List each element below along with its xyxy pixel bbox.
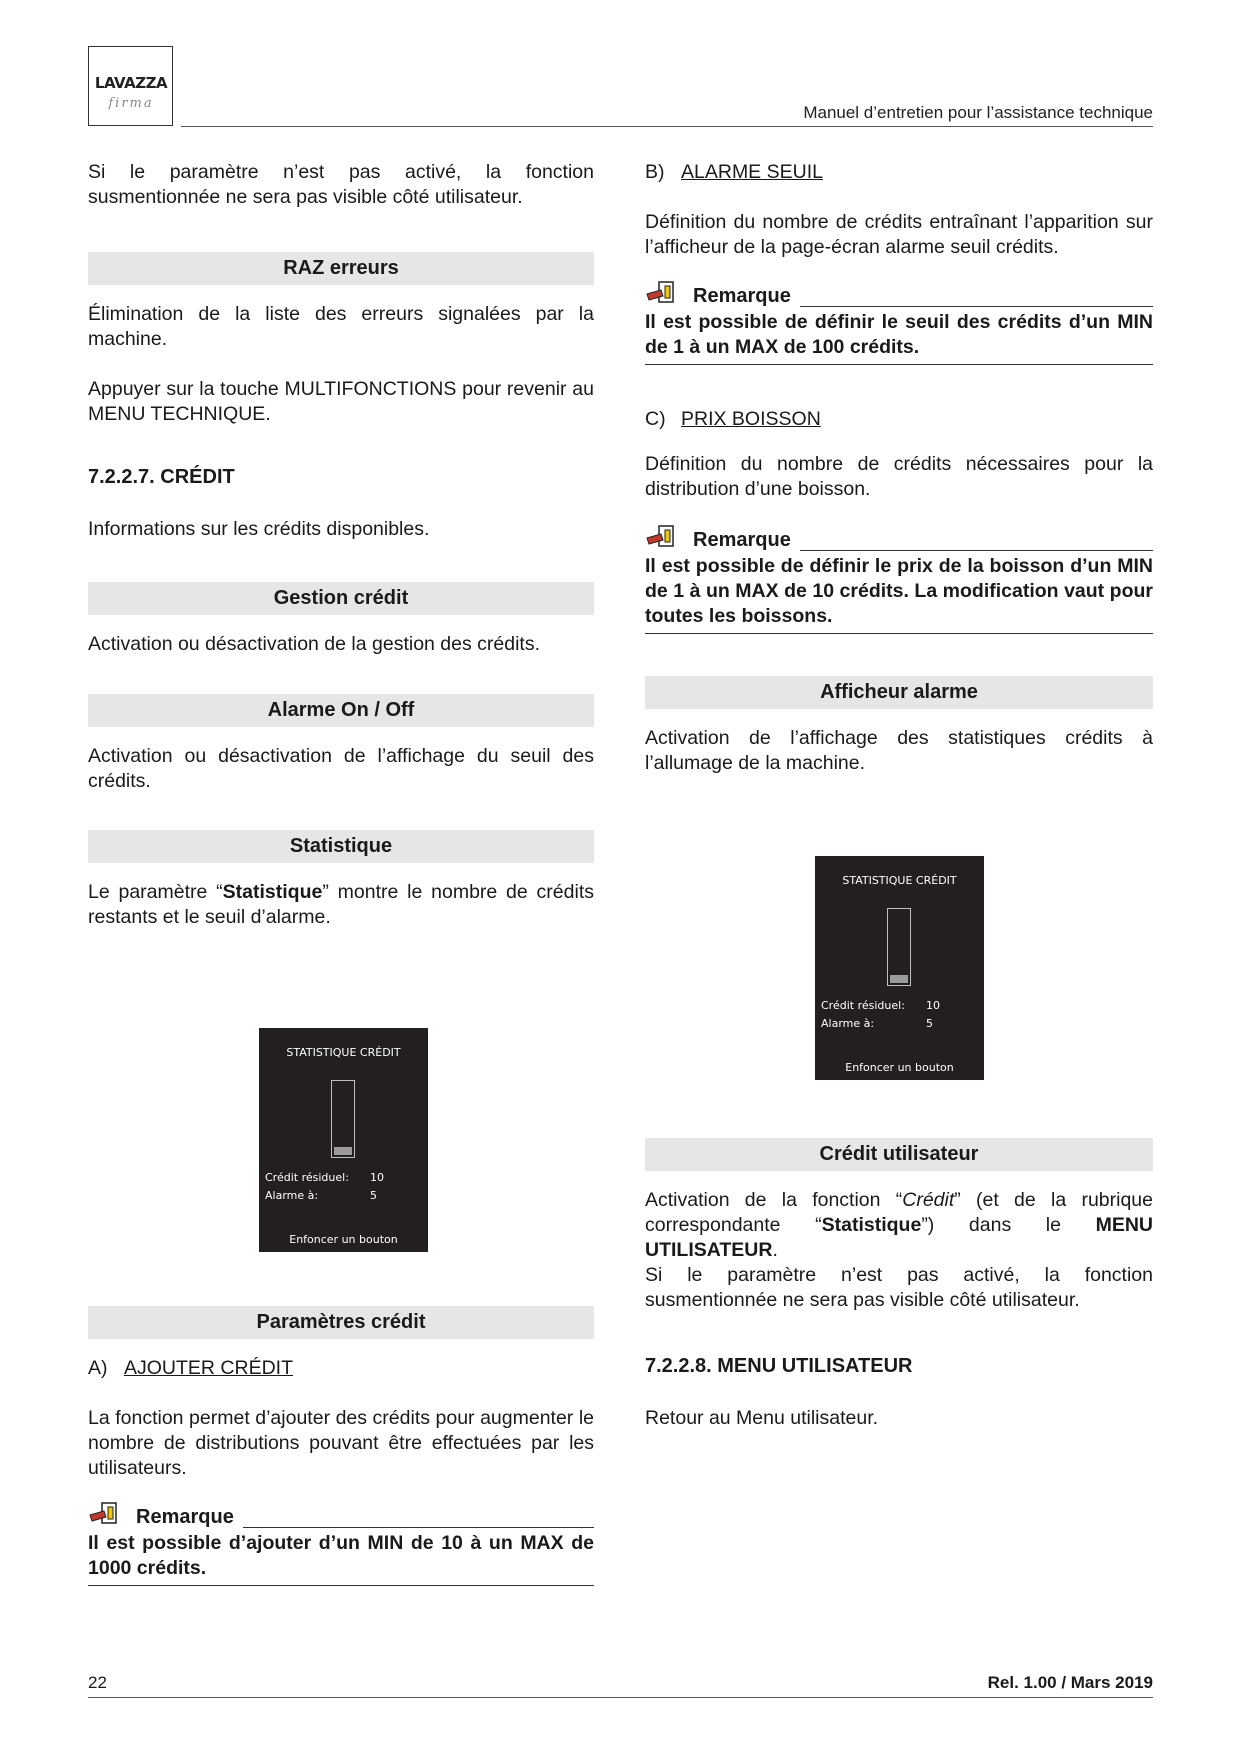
screen-title: STATISTIQUE CRÉDIT <box>842 874 957 887</box>
credit-gauge <box>331 1080 355 1158</box>
remarque-text-1: Il est possible de définir le seuil des crédits d’un MIN de 1 à un MAX de 100 crédits. <box>645 310 1153 365</box>
logo-subtitle: firma <box>108 96 154 111</box>
credit-utilisateur-text-2: Si le paramètre n’est pas activé, la fonction susmentionnée ne sera pas visible côté utilisateur. <box>645 1264 1153 1311</box>
residual-value: 10 <box>370 1171 384 1184</box>
lavazza-logo <box>88 46 173 126</box>
alarm-value: 5 <box>926 1017 933 1030</box>
note-hand-icon <box>645 280 677 308</box>
credit-gauge-fill <box>334 1147 352 1155</box>
ajouter-credit-title: AJOUTER CRÉDIT <box>124 1357 294 1379</box>
button-hint: Enfoncer un bouton <box>289 1233 398 1246</box>
heading-menu-utilisateur: 7.2.2.8. MENU UTILISATEUR <box>645 1355 913 1377</box>
credit-gauge <box>887 908 911 986</box>
credit-gauge-fill <box>890 975 908 983</box>
alarme-seuil-text: Définition du nombre de crédits entraînant l’apparition sur l’afficheur de la page-écran alarme seuil crédits. <box>645 211 1153 258</box>
raz-text-1: Élimination de la liste des erreurs signalées par la machine. <box>88 303 594 350</box>
alarm-value: 5 <box>370 1189 377 1202</box>
button-hint: Enfoncer un bouton <box>845 1061 954 1074</box>
remarque-rule <box>800 306 1153 307</box>
prix-boisson-title: PRIX BOISSON <box>681 408 821 430</box>
subsection-a <box>88 1356 594 1381</box>
remarque-text: Il est possible d’ajouter d’un MIN de 10 à un MAX de 1000 crédits. <box>88 1531 594 1586</box>
gestion-text: Activation ou désactivation de la gestion des crédits. <box>88 633 541 655</box>
remarque-rule <box>800 550 1153 551</box>
note-hand-icon <box>645 524 677 552</box>
subsection-c <box>645 407 1153 432</box>
afficheur-text: Activation de l’affichage des statistiques crédits à l’allumage de la machine. <box>645 727 1153 774</box>
right-column <box>645 160 1153 776</box>
left-column <box>88 160 594 930</box>
residual-label: Crédit résiduel: <box>265 1171 349 1184</box>
section-bar-statistique: Statistique <box>88 830 594 863</box>
section-bar-alarme-on-off: Alarme On / Off <box>88 694 594 727</box>
remarque-note-1 <box>645 280 1153 310</box>
menu-utilisateur-text: Retour au Menu utilisateur. <box>645 1407 879 1429</box>
note-hand-icon <box>88 1501 120 1529</box>
header-title: Manuel d’entretien pour l’assistance technique <box>803 103 1153 122</box>
section-bar-raz-erreurs: RAZ erreurs <box>88 252 594 285</box>
release-info: Rel. 1.00 / Mars 2019 <box>987 1673 1153 1692</box>
remarque-label: Remarque <box>693 528 795 553</box>
section-bar-parametres-credit: Paramètres crédit <box>88 1306 594 1339</box>
remarque-label: Remarque <box>136 1505 238 1530</box>
remarque-rule <box>243 1527 594 1528</box>
alarme-text: Activation ou désactivation de l’affichage du seuil des crédits. <box>88 745 594 792</box>
letter-b: B) <box>645 161 665 183</box>
right-column-lower <box>645 1138 1153 1431</box>
credit-utilisateur-text: Activation de la fonction “Crédit” (et de la rubrique correspondante “Statistique”) dans le MENU UTILISATEUR. <box>645 1189 1154 1261</box>
remarque-label: Remarque <box>693 284 795 309</box>
remarque-note <box>88 1501 594 1531</box>
prix-boisson-text: Définition du nombre de crédits nécessaires pour la distribution d’une boisson. <box>645 453 1153 500</box>
heading-credit: 7.2.2.7. CRÉDIT <box>88 466 235 488</box>
intro-text: Si le paramètre n’est pas activé, la fonction susmentionnée ne sera pas visible côté utilisateur. <box>88 161 594 208</box>
screen-statistique-credit-left <box>259 1028 428 1252</box>
letter-c: C) <box>645 408 666 430</box>
alarm-label: Alarme à: <box>821 1017 875 1030</box>
footer-rule <box>88 1697 1153 1698</box>
alarm-label: Alarme à: <box>265 1189 319 1202</box>
letter-a: A) <box>88 1357 108 1379</box>
section-bar-gestion-credit: Gestion crédit <box>88 582 594 615</box>
page-number: 22 <box>88 1673 107 1692</box>
credit-text: Informations sur les crédits disponibles. <box>88 518 430 540</box>
subsection-b <box>645 160 1153 185</box>
screen-title: STATISTIQUE CRÉDIT <box>286 1046 401 1059</box>
screen-statistique-credit-right <box>815 856 984 1080</box>
raz-text-2: Appuyer sur la touche MULTIFONCTIONS pour revenir au MENU TECHNIQUE. <box>88 378 594 425</box>
residual-value: 10 <box>926 999 940 1012</box>
left-column-lower <box>88 1306 594 1586</box>
statistique-bold: Statistique <box>222 881 323 903</box>
header-rule <box>181 126 1153 127</box>
ajouter-credit-text: La fonction permet d’ajouter des crédits pour augmenter le nombre de distributions pouvant être effectuées par les utilisateurs. <box>88 1407 594 1479</box>
logo-wordmark: LAVAZZA <box>94 74 168 92</box>
section-bar-credit-utilisateur: Crédit utilisateur <box>645 1138 1153 1171</box>
section-bar-afficheur-alarme: Afficheur alarme <box>645 676 1153 709</box>
remarque-text-2: Il est possible de définir le prix de la boisson d’un MIN de 1 à un MAX de 10 crédits. La modification vaut pour toutes les boissons. <box>645 554 1153 634</box>
statistique-text: Le paramètre “Statistique” montre le nombre de crédits restants et le seuil d’alarme. <box>88 881 594 928</box>
remarque-note-2 <box>645 524 1153 554</box>
residual-label: Crédit résiduel: <box>821 999 905 1012</box>
alarme-seuil-title: ALARME SEUIL <box>681 161 823 183</box>
